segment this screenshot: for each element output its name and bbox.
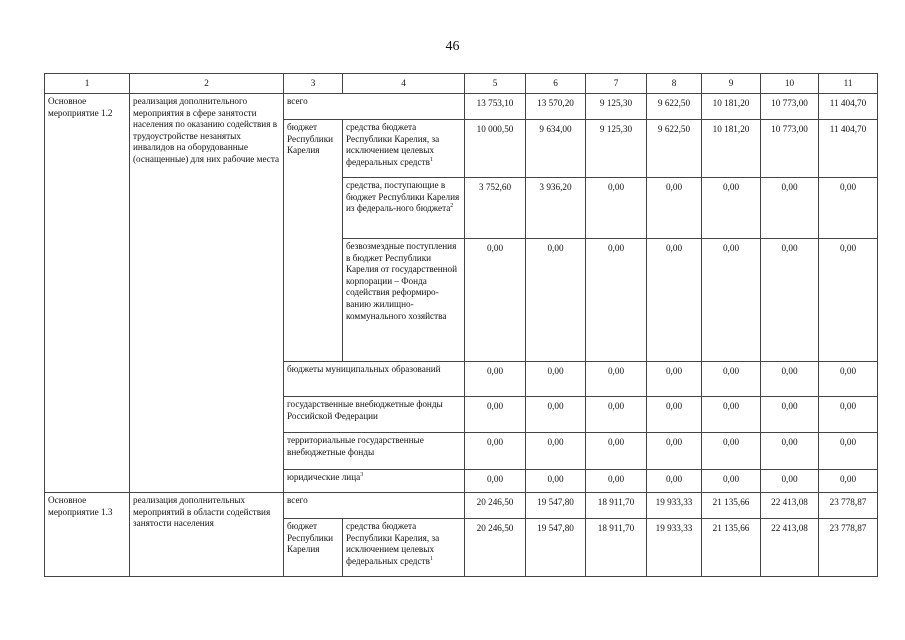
value-cell: 10 181,20 (702, 120, 761, 178)
source-sublabel: средства бюджета Республики Карелия, за исключением целевых федеральных средств$^1$ (343, 519, 465, 577)
value-cell: 0,00 (702, 433, 761, 470)
footnote-marker: 1 (429, 555, 433, 562)
source-label: территориальные государственные внебюджетные фонды (284, 433, 465, 470)
column-number: 6 (526, 74, 586, 94)
value-cell: 0,00 (702, 239, 761, 362)
value-cell: 0,00 (647, 178, 702, 239)
value-cell: 0,00 (702, 397, 761, 433)
value-cell: 0,00 (465, 397, 526, 433)
value-cell: 22 413,08 (761, 493, 819, 519)
value-cell: 9 622,50 (647, 120, 702, 178)
source-label: бюджеты муниципальных образований (284, 362, 465, 397)
value-cell: 0,00 (647, 239, 702, 362)
footnote-marker: 2 (450, 203, 454, 210)
value-cell: 23 778,87 (819, 519, 878, 577)
value-cell: 0,00 (586, 397, 647, 433)
value-cell: 11 404,70 (819, 120, 878, 178)
value-cell: 19 933,33 (647, 519, 702, 577)
value-cell: 0,00 (819, 397, 878, 433)
column-number: 8 (647, 74, 702, 94)
value-cell: 0,00 (586, 433, 647, 470)
column-number: 11 (819, 74, 878, 94)
source-label: бюджет Республики Карелия (284, 519, 343, 577)
source-sublabel: средства бюджета Республики Карелия, за исключением целевых федеральных средств$^1$ (343, 120, 465, 178)
value-cell: 0,00 (465, 362, 526, 397)
value-cell: 0,00 (761, 470, 819, 493)
value-cell: 0,00 (647, 397, 702, 433)
measure-number: Основное мероприятие 1.2 (45, 94, 130, 493)
value-cell: 19 547,80 (526, 493, 586, 519)
value-cell: 19 547,80 (526, 519, 586, 577)
source-label: всего (284, 493, 465, 519)
value-cell: 23 778,87 (819, 493, 878, 519)
value-cell: 0,00 (819, 178, 878, 239)
value-cell: 18 911,70 (586, 493, 647, 519)
value-cell: 20 246,50 (465, 519, 526, 577)
column-number-row (45, 74, 878, 94)
value-cell: 10 773,00 (761, 94, 819, 120)
value-cell: 10 181,20 (702, 94, 761, 120)
column-number: 3 (284, 74, 343, 94)
value-cell: 10 773,00 (761, 120, 819, 178)
source-label: государственные внебюджетные фонды Российской Федерации (284, 397, 465, 433)
column-number: 9 (702, 74, 761, 94)
column-number: 5 (465, 74, 526, 94)
column-number: 10 (761, 74, 819, 94)
value-cell: 13 753,10 (465, 94, 526, 120)
value-cell: 18 911,70 (586, 519, 647, 577)
value-cell: 0,00 (819, 239, 878, 362)
value-cell: 0,00 (586, 470, 647, 493)
source-label: юридические лица$^3$ (284, 470, 465, 493)
column-number: 1 (45, 74, 130, 94)
page-number: 46 (445, 39, 460, 54)
measure-number: Основное мероприятие 1.3 (45, 493, 130, 577)
value-cell: 0,00 (702, 470, 761, 493)
value-cell: 0,00 (819, 433, 878, 470)
value-cell: 0,00 (819, 470, 878, 493)
footnote-marker: 3 (360, 471, 364, 478)
value-cell: 0,00 (465, 470, 526, 493)
source-sublabel: безвозмездные поступления в бюджет Республики Карелия от государственной корпорации – Фонда содействия реформиро-ванию жилищно-коммунального хозяйства (343, 239, 465, 362)
value-cell: 19 933,33 (647, 493, 702, 519)
value-cell: 9 634,00 (526, 120, 586, 178)
value-cell: 21 135,66 (702, 519, 761, 577)
value-cell: 0,00 (526, 433, 586, 470)
column-number: 7 (586, 74, 647, 94)
value-cell: 0,00 (761, 362, 819, 397)
measure-title: реализация дополнительных мероприятий в области содействия занятости населения (130, 493, 284, 577)
value-cell: 0,00 (647, 433, 702, 470)
source-label: бюджет Республики Карелия (284, 120, 343, 362)
value-cell: 0,00 (761, 239, 819, 362)
financing-table (44, 73, 878, 577)
source-sublabel: средства, поступающие в бюджет Республики Карелия из федераль-ного бюджета$^2$ (343, 178, 465, 239)
value-cell: 9 125,30 (586, 120, 647, 178)
value-cell: 0,00 (586, 362, 647, 397)
value-cell: 0,00 (526, 239, 586, 362)
value-cell: 21 135,66 (702, 493, 761, 519)
table-row-m13-total (45, 493, 878, 519)
value-cell: 20 246,50 (465, 493, 526, 519)
column-number: 4 (343, 74, 465, 94)
value-cell: 0,00 (526, 397, 586, 433)
value-cell: 0,00 (761, 178, 819, 239)
value-cell: 0,00 (586, 178, 647, 239)
value-cell: 22 413,08 (761, 519, 819, 577)
value-cell: 10 000,50 (465, 120, 526, 178)
footnote-marker: 1 (429, 156, 433, 163)
value-cell: 3 936,20 (526, 178, 586, 239)
table-row-m12-total (45, 94, 878, 120)
value-cell: 0,00 (702, 178, 761, 239)
value-cell: 0,00 (465, 433, 526, 470)
value-cell: 9 125,30 (586, 94, 647, 120)
value-cell: 0,00 (761, 433, 819, 470)
value-cell: 13 570,20 (526, 94, 586, 120)
value-cell: 0,00 (586, 239, 647, 362)
value-cell: 9 622,50 (647, 94, 702, 120)
value-cell: 0,00 (702, 362, 761, 397)
column-number: 2 (130, 74, 284, 94)
value-cell: 0,00 (761, 397, 819, 433)
value-cell: 0,00 (819, 362, 878, 397)
source-label: всего (284, 94, 465, 120)
value-cell: 11 404,70 (819, 94, 878, 120)
value-cell: 3 752,60 (465, 178, 526, 239)
value-cell: 0,00 (647, 470, 702, 493)
measure-title: реализация дополнительного мероприятия в сфере занятости населения по оказанию содействия в трудоустройстве незанятых инвалидов на оборудованные (оснащенные) для них рабочие места (130, 94, 284, 493)
value-cell: 0,00 (465, 239, 526, 362)
value-cell: 0,00 (526, 362, 586, 397)
value-cell: 0,00 (526, 470, 586, 493)
value-cell: 0,00 (647, 362, 702, 397)
